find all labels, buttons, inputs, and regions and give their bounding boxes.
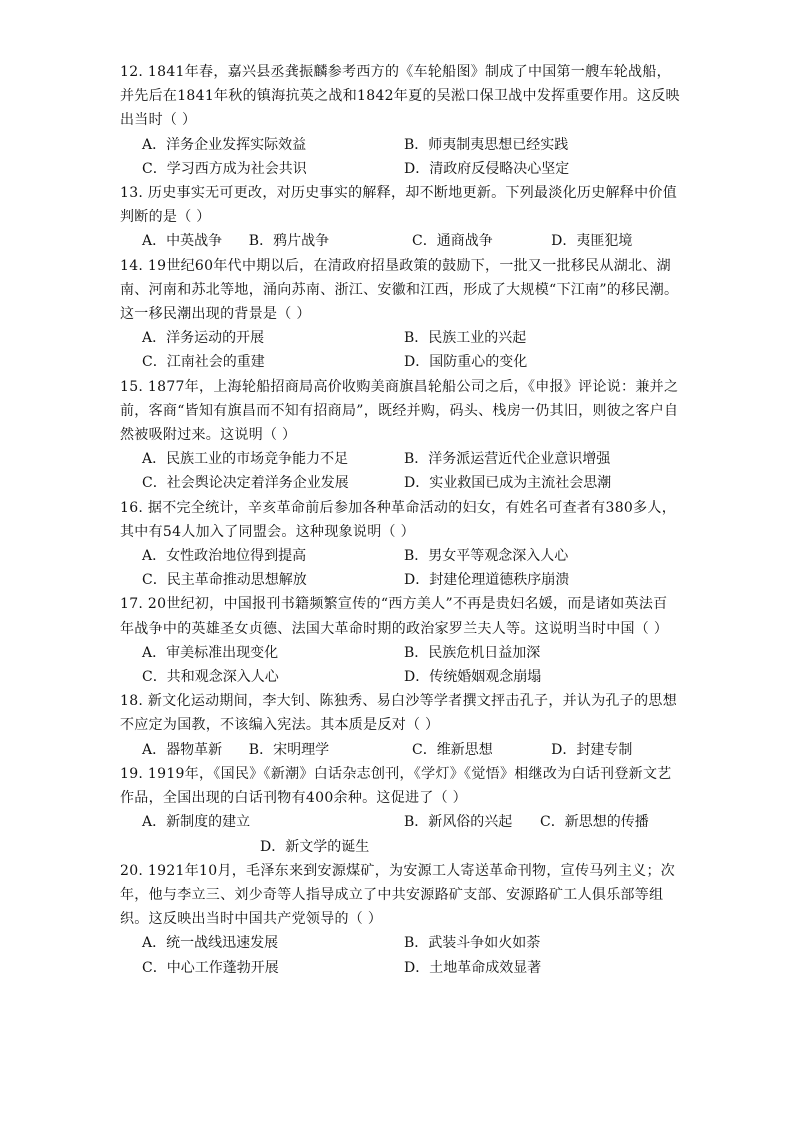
option-a: A．审美标准出现变化 (142, 644, 279, 661)
option-a: A．器物革新 (142, 741, 223, 758)
option-c: C．新思想的传播 (540, 814, 649, 831)
options (120, 447, 680, 495)
question-17 (120, 592, 680, 689)
option-a: A．中英战争 (142, 233, 223, 250)
question-19 (120, 762, 680, 859)
question-stem: 14. 19世纪60年代中期以后，在清政府招垦政策的鼓励下，一批又一批移民从湖北、湖南、河南和苏北等地，涌向苏南、浙江、安徽和江西，形成了大规模“下江南”的移民潮。这一移民潮出现的背景是（ ） (120, 257, 679, 323)
options (120, 931, 680, 979)
question-16 (120, 496, 680, 593)
options (120, 810, 680, 858)
options (120, 641, 680, 689)
question-15 (120, 375, 680, 496)
option-b: B．民族工业的兴起 (404, 330, 527, 347)
option-d: D．土地革命成效显著 (404, 959, 542, 976)
option-b: B．师夷制夷思想已经实践 (404, 136, 569, 153)
option-c: C．维新思想 (411, 741, 493, 758)
question-stem: 20. 1921年10月，毛泽东来到安源煤矿，为安源工人寄送革命刊物，宣传马列主义；次年，他与李立三、刘少奇等人指导成立了中共安源路矿支部、安源路矿工人俱乐部等组织。这反映出当时中国共产党领导的（ ） (120, 862, 676, 928)
option-d: D．夷匪犯境 (551, 233, 633, 250)
option-b: B．男女平等观念深入人心 (404, 548, 569, 565)
option-b: B．洋务派运营近代企业意识增强 (404, 451, 611, 468)
question-20 (120, 859, 680, 980)
option-c: C．民主革命推动思想解放 (142, 572, 307, 589)
option-b: B．鸦片战争 (248, 233, 330, 250)
option-a: A．新制度的建立 (142, 814, 251, 831)
question-stem: 13. 历史事实无可更改，对历史事实的解释，却不断地更新。下列最淡化历史解释中价值判断的是（ ） (120, 185, 678, 226)
option-c: C．通商战争 (411, 233, 493, 250)
question-18 (120, 689, 680, 762)
option-d: D．国防重心的变化 (404, 354, 528, 371)
option-b: B．新风俗的兴起 (404, 814, 513, 831)
options (120, 133, 680, 181)
question-stem: 16. 据不完全统计，辛亥革命前后参加各种革命活动的妇女，有姓名可查者有380多人，其中有54人加入了同盟会。这种现象说明（ ） (120, 499, 677, 540)
option-d: D．新文学的诞生 (260, 838, 370, 855)
option-a: A．统一战线迅速发展 (142, 935, 279, 952)
option-c: C．共和观念深入人心 (142, 669, 279, 686)
option-d: D．传统婚姻观念崩塌 (404, 669, 542, 686)
options (120, 738, 680, 762)
question-stem: 18. 新文化运动期间，李大钊、陈独秀、易白沙等学者撰文抨击孔子，并认为孔子的思想不应定为国教，不该编入宪法。其本质是反对（ ） (120, 693, 678, 734)
option-c: C．学习西方成为社会共识 (142, 160, 307, 177)
option-b: B．民族危机日益加深 (404, 644, 541, 661)
option-a: A．女性政治地位得到提高 (142, 548, 307, 565)
option-c: C．中心工作蓬勃开展 (142, 959, 279, 976)
option-d: D．封建伦理道德秩序崩溃 (404, 572, 570, 589)
option-a: A．民族工业的市场竞争能力不足 (142, 451, 349, 468)
options (120, 326, 680, 374)
question-12 (120, 60, 680, 181)
option-b: B．宋明理学 (248, 741, 330, 758)
option-d: D．清政府反侵略决心坚定 (404, 160, 570, 177)
question-stem: 15. 1877年，上海轮船招商局高价收购美商旗昌轮船公司之后，《申报》评论说：兼并之前，客商“皆知有旗昌而不知有招商局”，既经并购，码头、栈房一仍其旧，则彼之客户自然被吸附过来。这说明（ ） (120, 378, 679, 444)
option-c: C．社会舆论决定着洋务企业发展 (142, 475, 349, 492)
option-d: D．实业救国已成为主流社会思潮 (404, 475, 612, 492)
question-stem: 17. 20世纪初，中国报刊书籍频繁宣传的“西方美人”不再是贵妇名媛，而是诸如英法百年战争中的英雄圣女贞德、法国大革命时期的政治家罗兰夫人等。这说明当时中国（ ） (120, 596, 669, 637)
option-a: A．洋务运动的开展 (142, 330, 265, 347)
options (120, 229, 680, 253)
option-c: C．江南社会的重建 (142, 354, 265, 371)
exam-page (120, 60, 680, 980)
option-a: A．洋务企业发挥实际效益 (142, 136, 307, 153)
option-b: B．武装斗争如火如荼 (404, 935, 541, 952)
question-stem: 19. 1919年，《国民》《新潮》白话杂志创刊，《学灯》《觉悟》相继改为白话刊登新文艺作品，全国出现的白话刊物有400余种。这促进了（ ） (120, 765, 672, 807)
option-d: D．封建专制 (551, 741, 633, 758)
question-14 (120, 254, 680, 375)
question-stem: 12. 1841年春，嘉兴县丞龚振麟参考西方的《车轮船图》制成了中国第一艘车轮战船，并先后在1841年秋的镇海抗英之战和1842年夏的吴淞口保卫战中发挥重要作用。这反映出当时（ ） (120, 64, 680, 129)
question-13 (120, 181, 680, 254)
options (120, 544, 680, 592)
